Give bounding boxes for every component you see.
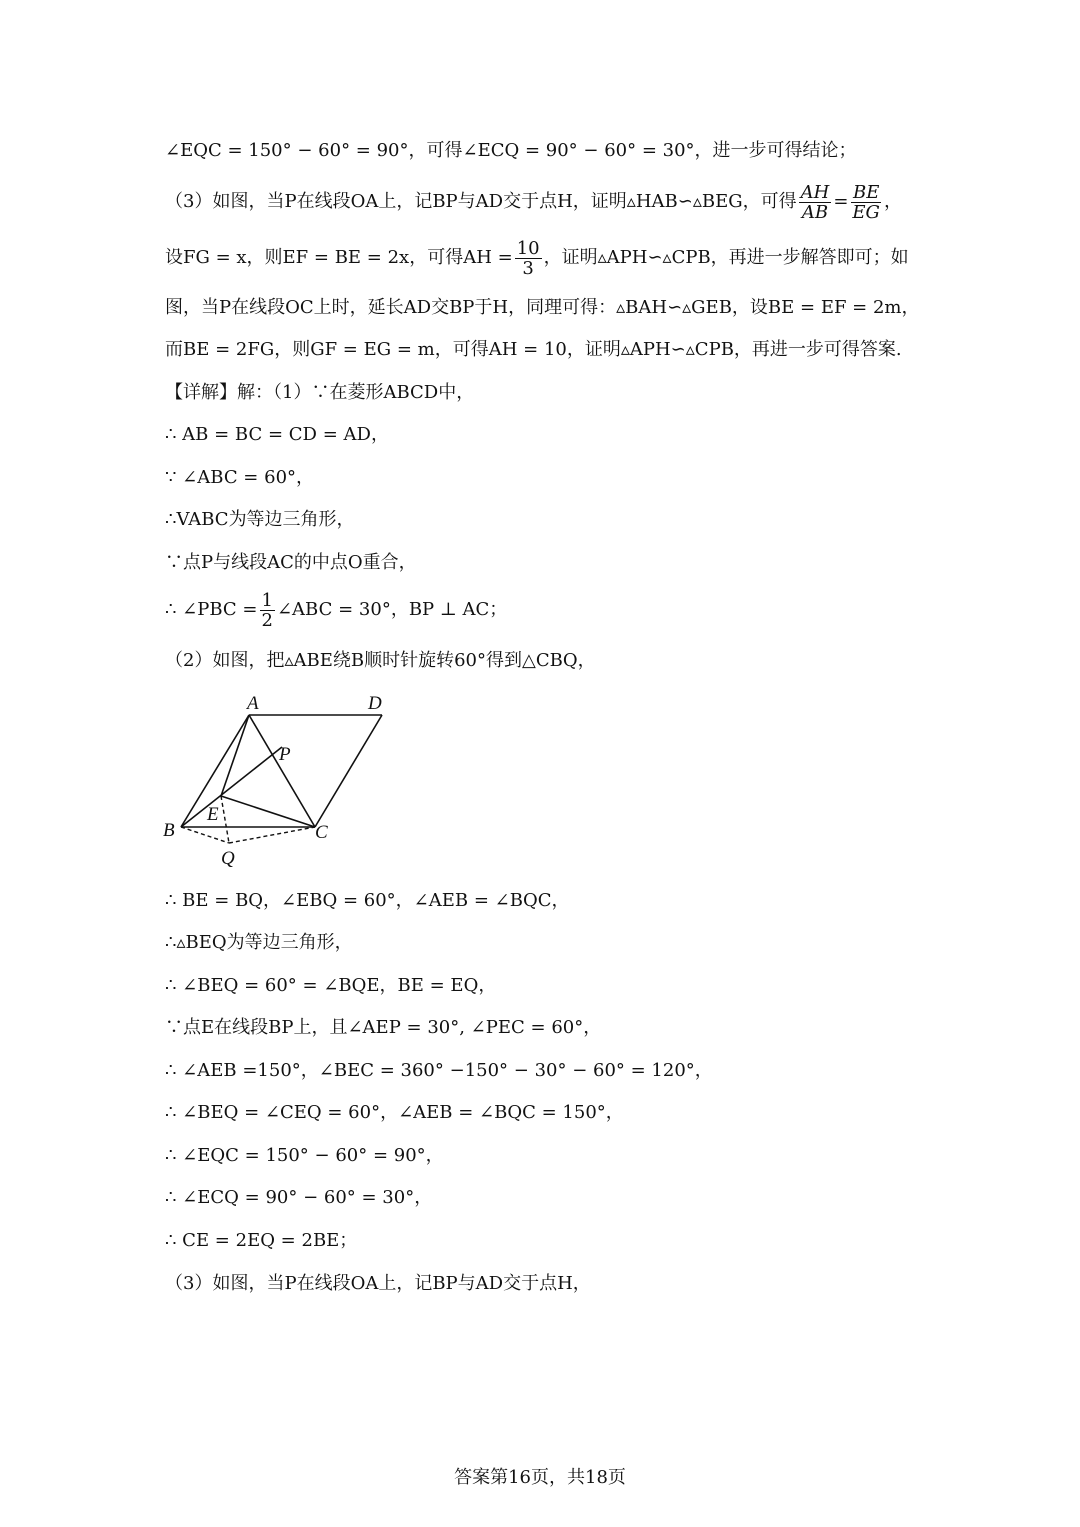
text-line-19: ∴ ∠EQC = 150° − 60° = 90°，: [165, 1145, 444, 1166]
text-line-7: ∴ AB = BC = CD = AD，: [165, 424, 389, 445]
text-line-15: ∴ ∠BEQ = 60° = ∠BQE，BE = EQ，: [165, 975, 497, 996]
fraction-ah-ab: $\frac{AH}{AB}$: [800, 181, 830, 223]
text-line-1: ∠EQC = 150° − 60° = 90°，可得∠ECQ = 90° − 60° = 30°，进一步可得结论；: [165, 140, 857, 161]
segment-bp: [181, 747, 282, 827]
segment-bq: [181, 827, 229, 843]
segment-ec: [221, 796, 315, 827]
text-line-3: 设FG = x，则EF = BE = 2x，可得AH = $\frac{10}{3}$ ，证明▵APH∽▵CPB，再进一步解答即可；如: [165, 237, 909, 279]
text-line-17: ∴ ∠AEB =150°，∠BEC = 360° −150° − 30° − 60° = 120°，: [165, 1060, 713, 1081]
label-b: B: [163, 820, 175, 841]
text-line-5: 而BE = 2FG，则GF = EG = m，可得AH = 10，证明▵APH∽▵CPB，再进一步可得答案.: [165, 339, 902, 360]
fraction-1-2: $\frac{1}{2}$: [261, 589, 273, 631]
fraction-10-3: $\frac{10}{3}$: [516, 237, 540, 279]
text-line-16: ∵点E在线段BP上，且∠AEP = 30°, ∠PEC = 60°，: [165, 1017, 602, 1038]
label-c: C: [315, 822, 328, 843]
segment-dc: [315, 715, 382, 827]
text-line-9: ∴VABC为等边三角形，: [165, 509, 355, 530]
label-p: P: [279, 744, 291, 765]
text-line-8: ∵ ∠ABC = 60°，: [165, 467, 315, 488]
segment-eq: [221, 796, 229, 843]
text-line-18: ∴ ∠BEQ = ∠CEQ = 60°，∠AEB = ∠BQC = 150°，: [165, 1102, 624, 1123]
label-d: D: [368, 693, 382, 714]
text-line-4: 图，当P在线段OC上时，延长AD交BP于H，同理可得：▵BAH∽▵GEB，设BE = EF = 2m，: [165, 297, 920, 318]
label-a: A: [247, 693, 259, 714]
text-line-2: （3）如图，当P在线段OA上，记BP与AD交于点H，证明▵HAB∽▵BEG，可得 $\frac{AH}{AB}$ = $\frac{BE}{EG}$ ，: [165, 181, 902, 223]
label-q: Q: [221, 848, 235, 869]
text-line-14: ∴▵BEQ为等边三角形，: [165, 932, 353, 953]
label-e: E: [207, 804, 219, 825]
fraction-be-eg: $\frac{BE}{EG}$: [852, 181, 880, 223]
geometry-figure: [155, 685, 405, 875]
text-line-13: ∴ BE = BQ，∠EBQ = 60°，∠AEB = ∠BQC，: [165, 890, 570, 911]
text-line-20: ∴ ∠ECQ = 90° − 60° = 30°，: [165, 1187, 433, 1208]
text-line-21: ∴ CE = 2EQ = 2BE；: [165, 1230, 358, 1251]
text-line-6: 【详解】解：（1）∵在菱形ABCD中，: [165, 382, 475, 403]
segment-qc: [229, 827, 315, 843]
page-footer: 答案第16页，共18页: [454, 1467, 626, 1488]
text-line-12: （2）如图，把▵ABE绕B顺时针旋转60°得到△CBQ，: [165, 650, 596, 671]
text-line-22: （3）如图，当P在线段OA上，记BP与AD交于点H，: [165, 1273, 591, 1294]
text-line-11: ∴ ∠PBC = $\frac{1}{2}$ ∠ABC = 30°，BP ⊥ AC；: [165, 589, 508, 631]
text-line-10: ∵点P与线段AC的中点O重合，: [165, 552, 417, 573]
segment-ac: [249, 715, 315, 827]
